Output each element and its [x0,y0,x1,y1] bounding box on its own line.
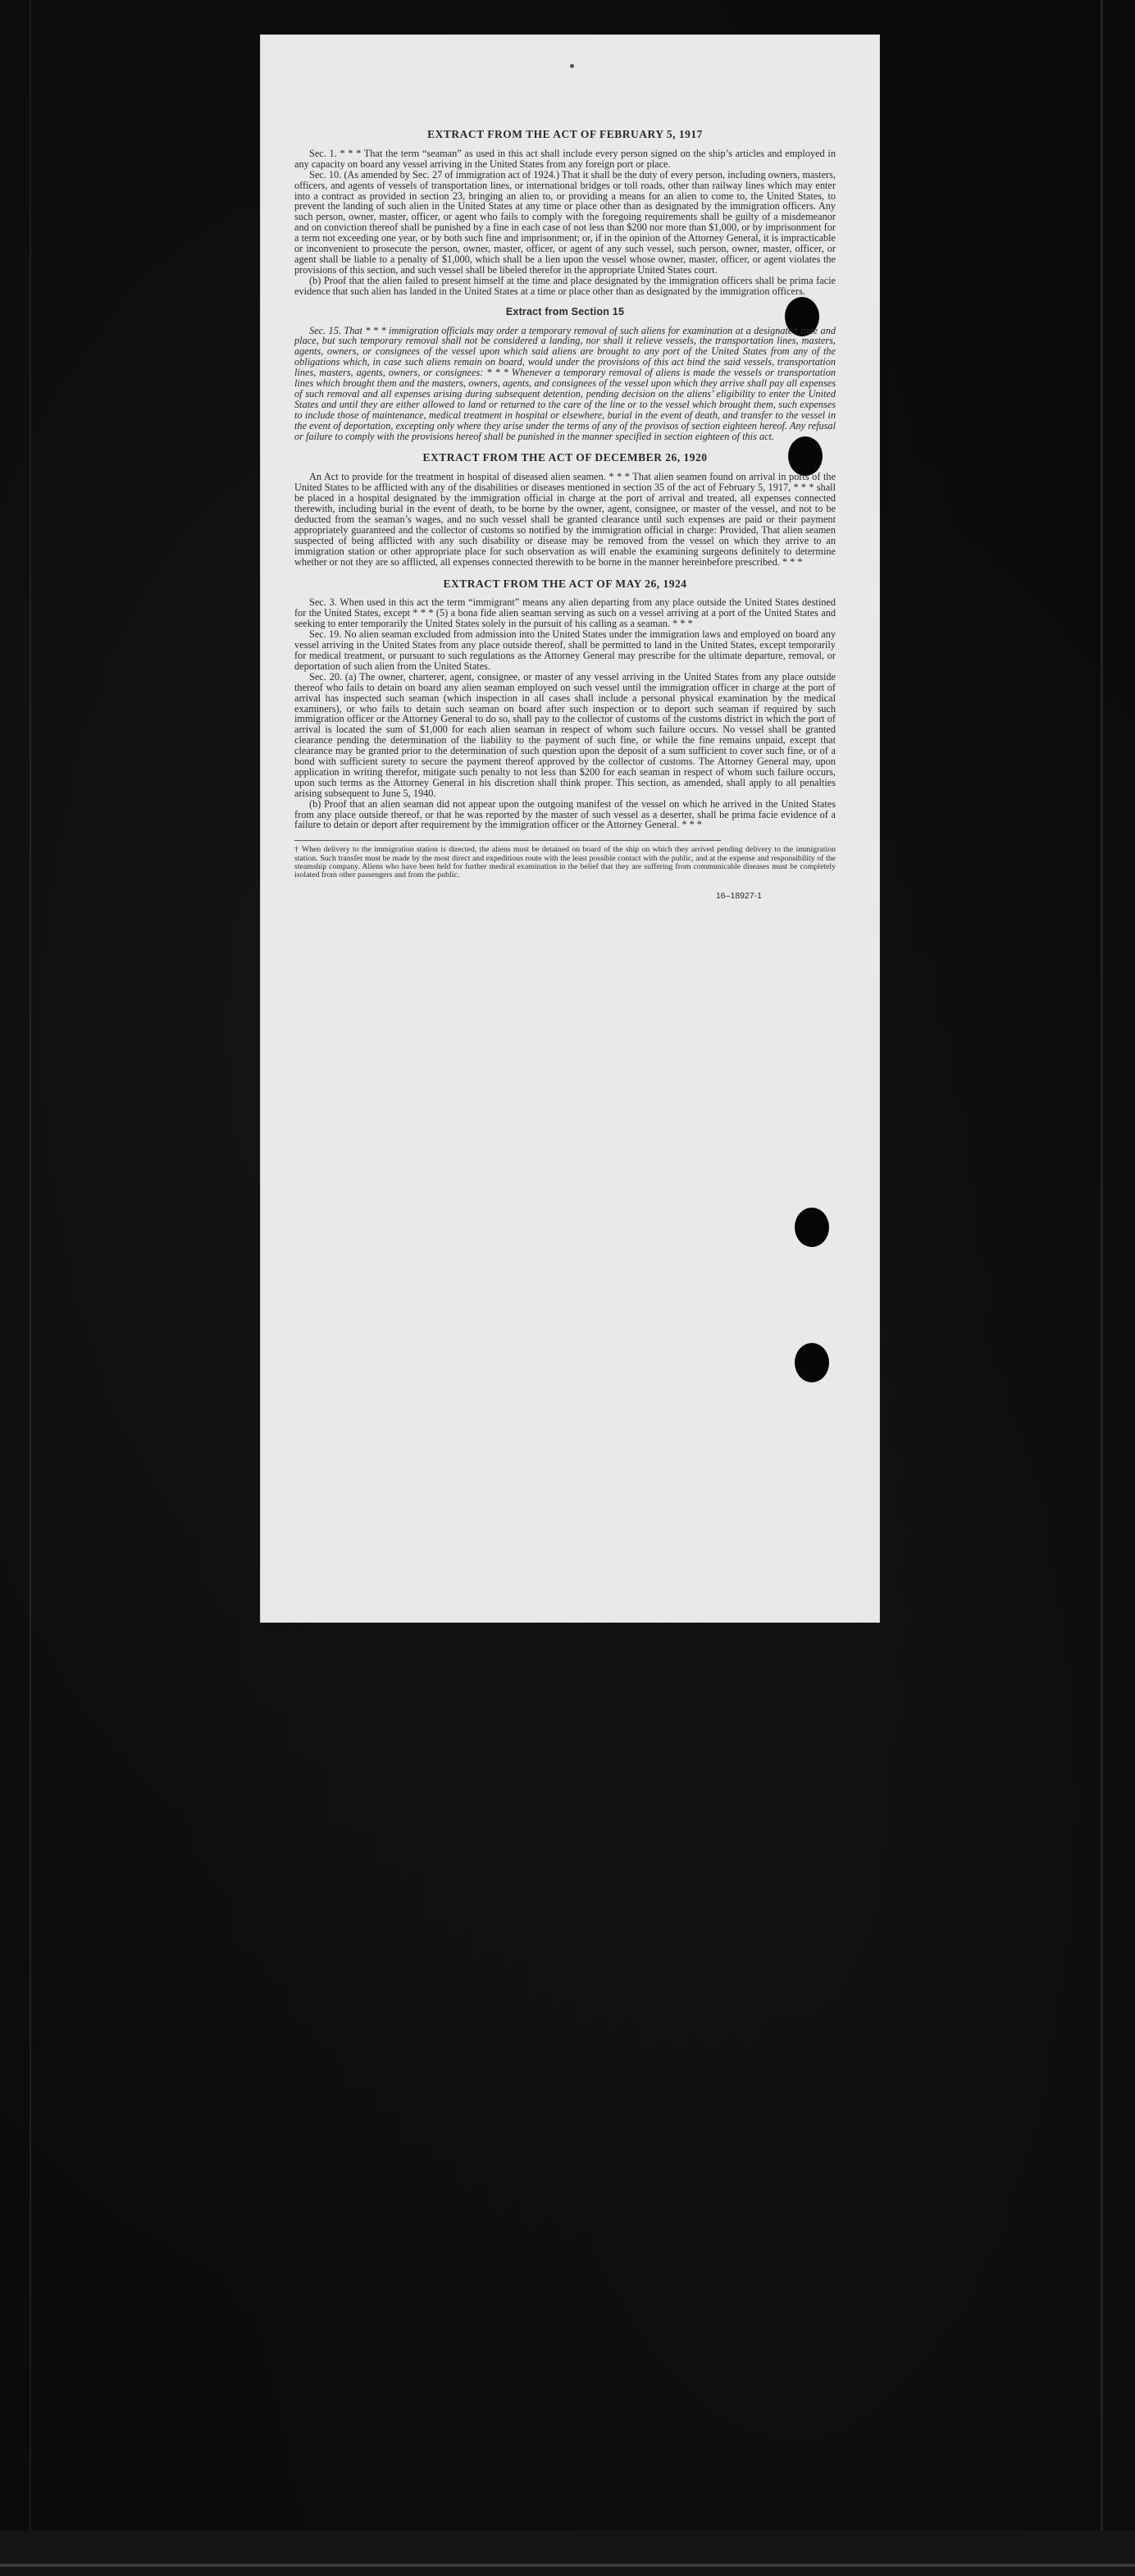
form-number: 16–18927-1 [715,891,762,902]
punch-hole [795,1208,829,1247]
paragraph: Sec. 3. When used in this act the term “immigrant” means any alien departing from any place outside the United States destined for the United States, except * * * (5) a bona fide alien seaman serving as such on a vessel arriving at a port of the United States and seeking to enter temporarily the United States solely in the pursuit of his calling as a seaman. * * * [294,596,836,630]
film-bottom-band [0,2531,1135,2576]
paragraph: Sec. 10. (As amended by Sec. 27 of immigration act of 1924.) That it shall be the duty of every person, including owners, masters, officers, and agents of vessels of transportation lines, or international bridges or toll roads, other than railway lines which may enter into a contract as provided in section 23, bringing an alien to, or providing a means for an alien to come to, the United States, to prevent the landing of such alien in the United States at any time or place other than as designated by the immigration officers. Any such person, owner, master, officer, or agent who fails to comply with the foregoing requirements shall be guilty of a misdemeanor and on conviction thereof shall be punished by a fine in each case of not less than $200 nor more than $1,000, or by imprisonment for a term not exceeding one year, or by both such fine and imprisonment; or, if in the opinion of the Attorney General, it is impracticable or inconvenient to prosecute the person, owner, master, officer, or agent of any such vessel, such person, owner, master, officer, or agent shall be liable to a penalty of $1,000, which shall be a lien upon the vessel whose owner, master, officer, or agent violates the provisions of this section, and such vessel shall be libeled therefor in the appropriate United States court. [294,168,836,276]
film-edge-right [1101,0,1103,2576]
heading-section-15: Extract from Section 15 [505,305,625,317]
footnote-divider [294,840,721,841]
paragraph: Sec. 15. That * * * immigration officials may order a temporary removal of such aliens for examination at a designated time and place, but such temporary removal shall not be considered a landing, nor shall it relieve vessels, the transportation lines, masters, agents, owners, or consignees of the vessel upon which said aliens are brought to any port of the United States from any of the obligations which, in case such aliens remain on board, would under the provisions of this act bind the said vessels, transportation lines, masters, agents, owners, or consignees: * * * Whenever a temporary removal of aliens is made the vessels or transportation lines which brought them and the masters, owners, agents, and consignees of the vessel upon which they arrive shall pay all expenses of such removal and all expenses arising during subsequent detention, pending decision on the aliens’ eligibility to enter the United States and until they are either allowed to land or returned to the care of the line or to the vessel which brought them, such expenses to include those of maintenance, medical treatment in hospital or elsewhere, burial in the event of death, and transfer to the vessel in the event of deportation, excepting only where they arise under the terms of any of the provisos of section eighteen hereof. Any refusal or failure to comply with the provisions hereof shall be punished in the manner specified in section eighteen of this act. [294,324,836,442]
punch-hole [795,1343,829,1382]
paragraph: (b) Proof that the alien failed to present himself at the time and place designated by the immigration officers shall be prima facie evidence that such alien has landed in the United States at a time or place other than as designated by the immigration officers. [294,274,836,297]
heading-act-1917: EXTRACT FROM THE ACT OF FEBRUARY 5, 1917 [427,128,703,140]
film-bottom-rule [0,2564,1135,2567]
heading-act-1929: EXTRACT FROM THE ACT OF DECEMBER 26, 1920 [422,451,708,464]
paragraph: Sec. 20. (a) The owner, charterer, agent, consignee, or master of any vessel arriving in the United States from any place outside thereof who fails to detain on board any alien seaman employed on such vessel until the immigration officer in charge at the port of arrival has inspected such seaman (which inspection in all cases shall include a personal physical examination by the medical examiners), or who fails to detain such seaman on board after such inspection or to deport such seaman if required by such immigration officer or the Attorney General to do so, shall pay to the collector of customs of the customs district in which the port of arrival is located the sum of $1,000 for each alien seaman in respect of whom such failure occurs. No vessel shall be granted clearance pending the determination of the liability to the payment of such fine, or while the fine remains unpaid, except that clearance may be granted prior to the determination of such question upon the deposit of a sum sufficient to cover such fine, or of a bond with sufficient surety to secure the payment thereof approved by the collector of customs. The Attorney General may, upon application in writing therefor, mitigate such penalty to not less than $200 for each seaman in respect of whom such failure occurs, upon such terms as the Attorney General in his discretion shall think proper. This section, as amended, shall apply to all penalties arising subsequent to June 5, 1940. [294,670,836,799]
paragraph: Sec. 19. No alien seaman excluded from admission into the United States under the immigration laws and employed on board any vessel arriving in the United States from any place outside thereof, shall be permitted to land in the United States, except temporarily for medical treatment, or pursuant to such regulations as the Attorney General may prescribe for the ultimate departure, removal, or deportation of such alien from the United States. [294,628,836,672]
paragraph: Sec. 1. * * * That the term “seaman” as used in this act shall include every person signed on the ship’s articles and employed in any capacity on board any vessel arriving in the United States from any foreign port or place. [294,147,836,170]
paragraph: An Act to provide for the treatment in hospital of diseased alien seamen. * * * That alien seamen found on arrival in ports of the United States to be afflicted with any of the disabilities or diseases mentioned in section 35 of the act of February 5, 1917, * * * shall be placed in a hospital designated by the immigration official in charge at the port of arrival and treated, all expenses connected therewith, including burial in the event of death, to be borne by the owner, agent, consignee, or master of the vessel, and not to be deducted from the seaman’s wages, and no such vessel shall be granted clearance until such expenses are paid or their payment appropriately guaranteed and the collector of customs so notified by the immigration official in charge: Provided, That alien seamen suspected of being afflicted with any such disability or disease may be removed from the vessel on which they arrive to an immigration station or other appropriate place for such observation as will enable the examining surgeons definitely to determine whether or not they are so afflicted, all expenses connected therewith to be borne in the manner hereinbefore prescribed. * * * [294,471,836,568]
document-page [260,34,880,1623]
heading-act-1924: EXTRACT FROM THE ACT OF MAY 26, 1924 [443,577,687,590]
page-mark [570,64,574,68]
document-body [294,125,836,902]
film-edge-left [30,0,31,2576]
footnote: † When delivery to the immigration station is directed, the aliens must be detained on board of the ship on which they arrived pending delivery to the immigration station. Such transfer must be made by the most direct and expeditious route with the least possible contact with the public, and at the expense and responsibility of the steamship company. Aliens who have been held for further medical examination in the belief that they are suffering from communicable diseases must be completely isolated from other passengers and from the public. [294,845,836,879]
paragraph: (b) Proof that an alien seaman did not appear upon the outgoing manifest of the vessel on which he arrived in the United States from any place outside thereof, or that he was reported by the master of such vessel as a deserter, shall be prima facie evidence of a failure to detain or deport after requirement by the immigration officer or the Attorney General. * * * [294,797,836,831]
